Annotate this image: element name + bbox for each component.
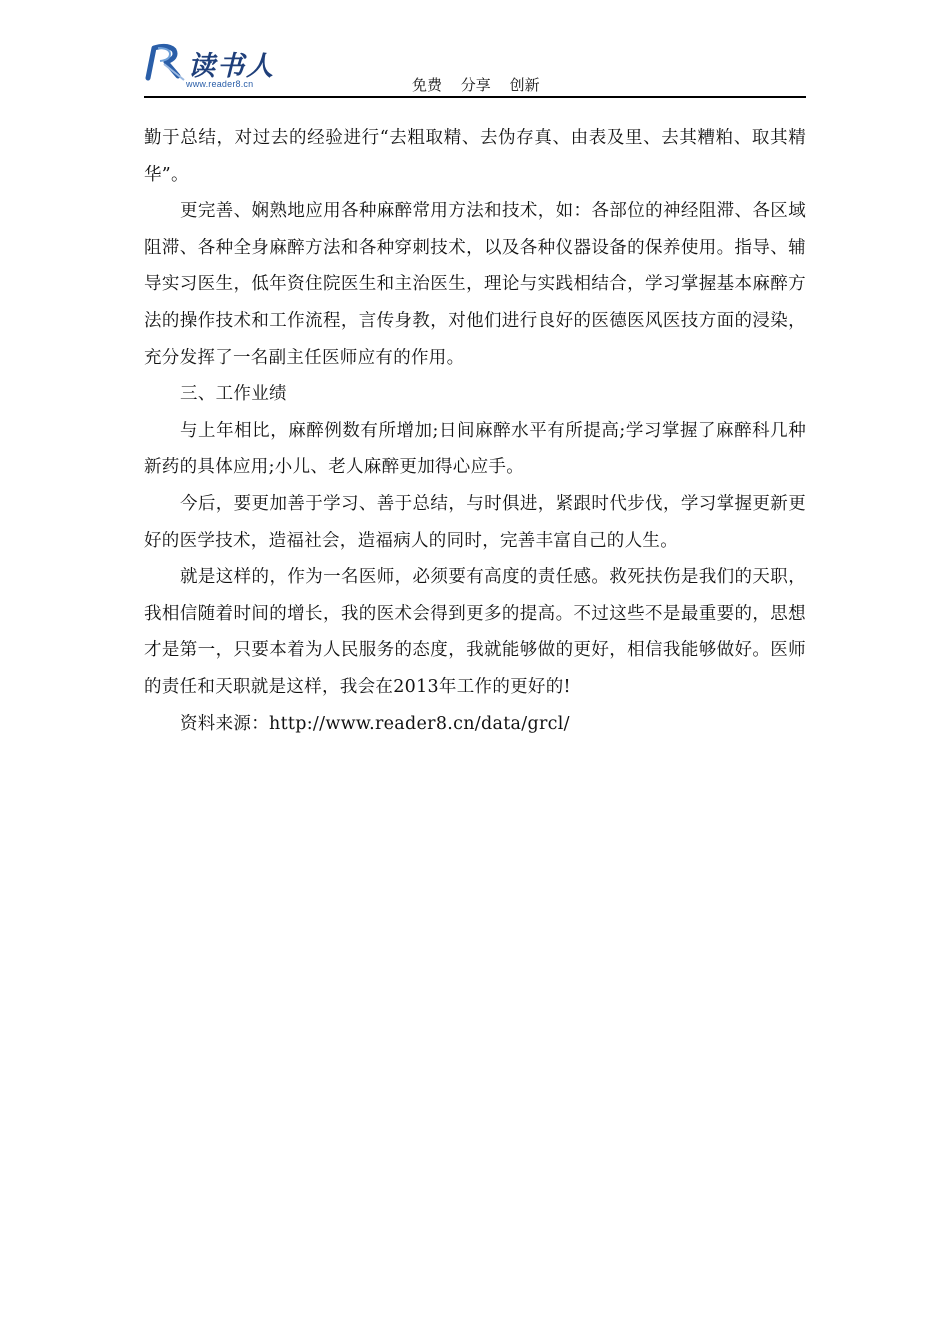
logo-brand-text: 读书人 bbox=[188, 51, 275, 82]
logo-url-text: www.reader8.cn bbox=[186, 79, 254, 89]
document-body bbox=[144, 120, 806, 742]
paragraph-future-plans: 今后，要更加善于学习、善于总结，与时俱进，紧跟时代步伐，学习掌握更新更好的医学技术，造福社会，造福病人的同时，完善丰富自己的人生。 bbox=[144, 493, 806, 551]
paragraph-summary-continued: 勤于总结，对过去的经验进行“去粗取精、去伪存真、由表及里、去其糟粕、取其精华”。 bbox=[144, 128, 806, 185]
paragraph-techniques: 更完善、娴熟地应用各种麻醉常用方法和技术，如：各部位的神经阻滞、各区域阻滞、各种全身麻醉方法和各种穿刺技术，以及各种仪器设备的保养使用。指导、辅导实习医生，低年资住院医生和主治医生，理论与实践相结合，学习掌握基本麻醉方法的操作技术和工作流程，言传身教，对他们进行良好的医德医风医技方面的浸染，充分发挥了一名副主任医师应有的作用。 bbox=[144, 201, 806, 368]
header-slogan bbox=[412, 74, 554, 95]
page-header bbox=[144, 40, 806, 98]
slogan-word: 免费 bbox=[412, 76, 443, 94]
reader8-logo[interactable] bbox=[144, 42, 284, 92]
logo-r-mark-icon bbox=[144, 42, 192, 86]
paragraph-responsibility: 就是这样的，作为一名医师，必须要有高度的责任感。救死扶伤是我们的天职，我相信随着时间的增长，我的医术会得到更多的提高。不过这些不是最重要的，思想才是第一，只要本着为人民服务的态度，我就能够做的更好，相信我能够做好。医师的责任和天职就是这样，我会在2013年工作的更好的! bbox=[144, 567, 806, 697]
source-link-paragraph[interactable]: 资料来源：http://www.reader8.cn/data/grcl/ bbox=[180, 713, 570, 734]
slogan-word: 分享 bbox=[460, 76, 491, 94]
section-heading-achievements: 三、工作业绩 bbox=[180, 384, 287, 405]
paragraph-achievements: 与上年相比，麻醉例数有所增加;日间麻醉水平有所提高;学习掌握了麻醉科几种新药的具体应用;小儿、老人麻醉更加得心应手。 bbox=[144, 420, 806, 478]
slogan-word: 创新 bbox=[509, 76, 540, 94]
